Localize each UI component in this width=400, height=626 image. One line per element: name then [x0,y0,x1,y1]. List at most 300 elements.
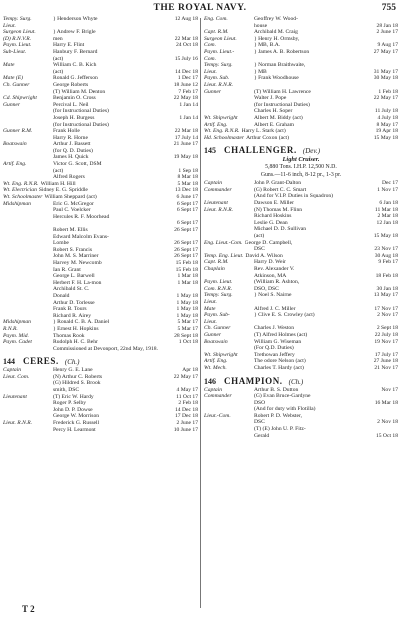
seniority-date: 1 Mar 18 [177,273,198,280]
officer-name: DSC [254,419,265,426]
right-officer-list [204,16,398,141]
officer-name: Frederick G. Russell [53,420,100,427]
officer-entry [3,42,198,49]
ship-heading-challenger [204,145,398,155]
officer-name: Robert S. Francis [53,246,92,253]
seniority-date: 8 May 17 [376,121,398,128]
officer-rank: Commander [204,186,232,193]
officer-entry [3,95,198,102]
seniority-date: 23 Nov 17 [374,246,398,253]
officer-entry [204,89,398,96]
seniority-date: 2 June 17 [176,420,198,427]
officer-rank: Lieut. [204,298,217,305]
officer-name: William C. B. Kich [53,62,97,69]
officer-name: Donald [53,292,70,299]
officer-rank: Chaplain [204,266,225,272]
officer-name: (T) (E) John U. P. Fitz- [254,426,306,433]
officer-entry [3,346,198,353]
officer-rank: Lieutenant [204,200,228,207]
officer-entry [204,200,398,207]
seniority-date: 2 Nov 18 [377,419,398,426]
ship-number: 144 [3,357,15,367]
officer-rank: Lieut.-Com. [204,412,231,419]
officer-entry [3,122,198,129]
officer-rank: Lieut. R.N.R. [3,420,33,427]
seniority-date: 10 June 17 [173,426,198,433]
officer-name: } Andrew F. Brigle [53,29,96,36]
officer-rank: Com. [204,42,216,49]
officer-name: Frank B. Tours [53,306,87,313]
officer-name: Rudolph H. C. Behr [53,339,98,346]
officer-entry [204,69,398,76]
officer-entry [3,247,198,254]
seniority-date: 18 Feb 18 [375,272,398,279]
officer-entry [204,56,398,63]
officer-entry [3,407,198,414]
officer-entry [204,122,398,129]
officer-name: Dawson E. Miller [254,200,294,207]
seniority-date: 19 May 18 [173,154,198,161]
officer-name: Robert M. Ellis [53,227,88,233]
officer-name: (T) William M. Denton [53,88,106,95]
officer-entry [3,23,198,30]
seniority-date: 15 Feb 18 [175,266,198,273]
officer-entry [3,326,198,333]
ceres-officer-list [3,367,198,433]
ship-name: CERES. [23,356,59,367]
seniority-date: 1 Nov 17 [377,186,398,193]
officer-rank: Lieut. Com. [3,373,30,380]
officer-name: } James A. B. Robertson [254,48,310,55]
officer-name: (T) Alfred Holmes (act) [254,331,308,338]
officer-entry [3,267,198,274]
officer-name: John P. Grant-Dalton [254,180,302,187]
seniority-date: 30 Jan 18 [376,285,398,292]
officer-entry [3,234,198,241]
officer-name: Alfred J. C. Miller [254,305,296,312]
officer-entry [3,168,198,175]
officer-entry [204,406,398,413]
officer-entry [3,394,198,401]
ship-number: 145 [204,146,216,156]
officer-entry [3,280,198,287]
officer-name: Henry G. E. Lane [53,367,93,374]
officer-entry [3,240,198,247]
officer-entry [3,413,198,420]
seniority-date: 22 Mar 18 [174,35,198,42]
officer-rank: Eng. Com. [204,16,228,22]
officer-name: } Ronald C. B. A. Daniel [53,319,110,326]
seniority-date: 1 Jan 14 [179,114,198,121]
officer-rank: Lieutenant [3,393,27,400]
officer-entry [3,161,198,168]
officer-rank: Paym. Sub- [204,312,230,319]
officer-rank: Midshipman [3,319,31,326]
officer-rank: Surgeon Lieut. [204,35,237,42]
officer-entry [204,332,398,339]
seniority-date: Apr 18 [182,367,198,374]
officer-name: Richard Hoskins [254,213,292,220]
officer-name: (for Instructional Duties) [53,108,109,115]
seniority-date: 2 June 17 [376,29,398,36]
officer-name: Leslie G. Dean [254,219,288,226]
page-number: 755 [381,3,396,13]
officer-entry [3,49,198,56]
officer-entry [204,419,398,426]
seniority-date: 26 Sept 17 [174,227,198,233]
officer-name: DSO, DSC [254,285,279,292]
officer-entry [3,300,198,307]
seniority-date: 9 Aug 17 [377,42,398,49]
officer-name: } Henry H. Ormsby, [254,35,300,42]
officer-entry [204,193,398,200]
officer-entry [3,36,198,43]
ship-heading-champion [204,376,398,386]
officer-entry [204,426,398,433]
officer-rank: Hd. Schoolmaster [204,134,245,141]
officer-rank: Gunner R.M. [3,128,33,135]
officer-rank: Paym. Cadet [3,339,32,346]
officer-name: } Noel S. Nairne [254,292,292,299]
seniority-date: 22 May 17 [373,95,398,102]
champion-officer-list [204,387,398,440]
officer-rank: Artif. Eng. [204,358,228,365]
seniority-date: 1 Jan 14 [179,101,198,108]
seniority-date: 17 July 14 [174,134,198,141]
officer-entry [3,313,198,320]
seniority-date: 26 Sept 17 [174,246,198,253]
officer-entry [3,220,198,227]
officer-name: William G. Wiseman [254,338,302,345]
officer-rank: Captain [3,367,22,374]
officer-rank: Tempy. Surg. [204,62,233,69]
officer-name: Arthur D. Torlesse [53,299,95,306]
officer-name: Archibald M. Craig [254,29,298,36]
ship-port: (Ch.) [64,358,80,367]
seniority-date: 1 May 18 [176,306,198,313]
seniority-date: 11 Oct 17 [176,393,198,400]
officer-name: (for Instructional Duties) [53,121,109,128]
officer-entry [3,69,198,76]
officer-rank: Tempy. Surg. [3,16,32,22]
right-column [204,16,398,439]
officer-name: (G) Robert C. C. Smart [254,186,307,193]
officer-name: Eric G. McGregor [53,200,94,207]
officer-entry [204,49,398,56]
officer-name: Sidney E. G. Spriddle [38,187,88,194]
officer-name: house [254,22,268,29]
officer-name: Charles T. Hardy (act) [254,364,304,371]
seniority-date: 27 May 17 [373,48,398,55]
seniority-date: 16 Mar 18 [374,399,398,406]
officer-rank: Ch. Gunner [204,325,231,332]
officer-name: Harvey M. Newcomb [53,259,102,266]
officer-rank: Sub-Lieut. [3,48,27,55]
officer-entry [204,393,398,400]
officer-rank: Cd. Shipwright [3,95,37,102]
officer-entry [3,135,198,142]
officer-name: Arthur B. S. Dutton [254,386,299,393]
officer-rank: Lieut. [3,22,16,29]
seniority-date: 12 Jan 18 [376,219,398,226]
officer-name: Michael D. D. Sullivan [254,226,307,233]
officer-name: } Clive E. S. Crowley (act) [254,312,315,319]
officer-rank: Boatswain [3,141,27,148]
officer-entry [204,358,398,365]
officer-entry [204,259,398,266]
officer-entry [3,367,198,374]
officer-name: William H. Hill [40,180,76,187]
seniority-date: 5 Mar 17 [177,319,198,326]
ship-port: (Ch.) [288,377,304,386]
officer-entry [204,36,398,43]
officer-rank: Ch. Gunner [3,81,30,88]
seniority-date: 6 June 17 [176,194,198,201]
left-column [3,16,198,433]
seniority-date: 19 Nov 17 [374,338,398,345]
seniority-date: 31 May 17 [373,68,398,75]
officer-name: (N) Thomas M. Flinn [254,206,303,213]
officer-name: } Henderson Whyte [53,16,98,22]
officer-entry [3,16,198,23]
seniority-date: 15 July 16 [174,55,198,62]
officer-name: Albert M. Biddy (act) [254,114,303,121]
seniority-date: 30 May 18 [373,75,398,82]
seniority-date: 27 June 18 [373,358,398,365]
seniority-date: 14 Dec 18 [175,406,198,413]
officer-entry [204,102,398,109]
column-divider [200,18,201,608]
officer-rank: Tempy. Surg. [204,292,233,299]
ship-number: 146 [204,376,216,386]
officer-name: } MB [254,68,267,75]
officer-entry [204,433,398,440]
officer-entry [204,286,398,293]
seniority-date: 17 Nov 17 [374,305,398,312]
officer-entry [204,253,398,260]
seniority-date: 5 Mar 18 [177,180,198,187]
officer-entry [204,413,398,420]
officer-rank: Wt. Schoolmaster [3,194,43,201]
officer-entry [204,42,398,49]
seniority-date: 1 May 18 [176,292,198,299]
officer-rank: Mate [204,305,216,312]
officer-rank: Artif. Eng. [204,121,228,128]
seniority-date: 6 Sept 17 [176,207,198,214]
seniority-date: 8 Mar 18 [177,174,198,181]
officer-name: Percy H. Learmont [53,426,96,433]
officer-entry [3,181,198,188]
officer-rank: Lieut. R.N.R. [204,81,234,88]
officer-entry [3,273,198,280]
seniority-date: 12 Aug 18 [174,16,198,22]
officer-entry [204,128,398,135]
ship-heading-ceres [3,356,198,366]
officer-name: David A. Wilson [245,252,283,259]
officer-entry [204,220,398,227]
officer-name: (act) [53,55,64,62]
seniority-date: 6 Sept 17 [176,220,198,227]
officer-name: (William R. Ashton, [254,279,300,286]
officer-rank: Paym. Lieut.- [204,48,235,55]
officer-name: Lombe [53,240,69,247]
officer-name: (act) [53,167,64,174]
officer-rank: Commander [204,393,232,400]
officer-entry [3,187,198,194]
officer-name: Trethowan Jeffery [254,351,295,358]
officer-rank: Wt. Eng. R.N.R. [3,180,39,187]
signature-mark: T 2 [22,604,35,614]
officer-entry [204,213,398,220]
officer-name: George L. Barwell [53,273,95,280]
left-officer-list [3,16,198,352]
officer-name: Thomas Rook [53,332,85,339]
seniority-date: 9 Feb 17 [378,259,398,266]
officer-name: The odore Nelson (act) [254,358,306,365]
officer-entry [3,115,198,122]
seniority-date: 28 Jan 18 [376,22,398,29]
officer-entry [204,266,398,273]
officer-name: Atkinson, MA [254,272,287,279]
seniority-date: 15 May 18 [373,233,398,240]
officer-name: Benjamin O. Cross [53,95,96,102]
officer-name: Harry R. Horne [53,134,88,141]
officer-entry [3,29,198,36]
ship-type: Light Cruiser. [282,156,320,164]
seniority-date: 22 May 18 [173,95,198,102]
officer-name: men [53,35,63,42]
seniority-date: 1 Dec 17 [177,75,198,82]
officer-entry [204,400,398,407]
ship-port: (Dev.) [302,147,321,156]
officer-rank: Mate (E) [3,75,24,82]
officer-entry [3,339,198,346]
officer-entry [204,180,398,187]
officer-name: (For Q.D. Duties) [254,345,294,352]
seniority-date: 4 May 17 [176,387,198,394]
officer-rank: Wt. Shipwright [204,351,238,358]
officer-name: (And for duty with Flotilla) [254,406,316,413]
officer-name: Paul C. Voelcker [53,207,91,214]
officer-name: Percival L. Neil [53,101,89,108]
officer-entry [3,319,198,326]
officer-entry [204,115,398,122]
officer-entry [3,62,198,69]
officer-rank: Capt. R.M. [204,29,229,36]
officer-entry [3,56,198,63]
officer-name: William Sheppard (act) [44,194,97,201]
officer-name: } MB, B.A. [254,42,281,49]
officer-entry [204,319,398,326]
officer-name: Geoffrey W. Wood- [254,16,298,22]
officer-entry [3,260,198,267]
seniority-date: 17 Dec 18 [175,413,198,420]
officer-name: Rev. Alexander V. [254,266,295,272]
officer-rank: Wt. Electrician [3,187,37,194]
officer-rank: R.N.R. [3,325,18,332]
officer-entry [3,374,198,381]
officer-entry [3,148,198,155]
seniority-date: 1 Sep 18 [178,167,198,174]
seniority-date: 11 Mar 18 [374,206,398,213]
ship-armament: Guns.—11-6 inch, 8-12 pr., 1-3 pr. [260,172,342,179]
seniority-date: 15 Oct 18 [375,432,398,439]
officer-entry [204,135,398,142]
seniority-date: 24 Oct 18 [175,42,198,49]
officer-entry [204,75,398,82]
officer-rank: Captain [204,180,223,187]
officer-entry [204,240,398,247]
officer-entry [3,427,198,434]
officer-rank: Gunner [204,331,222,338]
officer-rank: Gunner [204,88,222,95]
officer-name: John M. S. Marriner [53,253,99,260]
officer-entry [3,154,198,161]
officer-name: (G) Hildred S. Brook [53,380,101,387]
officer-name: Charles J. Weston [254,325,294,332]
seniority-date: 14 Dec 18 [175,68,198,75]
officer-name: James H. Quick [53,154,89,161]
seniority-date: 2 Sept 18 [376,325,398,332]
page-header [0,3,400,15]
officer-name: Ronald G. Jefferson [53,75,98,82]
officer-rank: Surgeon Lieut. [3,29,36,36]
officer-name: (act) [254,233,265,240]
seniority-date: 26 Sept 17 [174,253,198,260]
officer-entry [3,201,198,208]
seniority-date: 13 May 17 [373,292,398,299]
seniority-date: 13 Dec 18 [175,187,198,194]
officer-entry [3,387,198,394]
seniority-date: 28 Sept 18 [174,332,198,339]
officer-name: (T) William H. Lawrence [254,88,311,95]
seniority-date: 1 May 18 [176,299,198,306]
officer-entry [204,16,398,23]
seniority-date: 2 Feb 18 [178,400,198,407]
officer-entry [204,29,398,36]
officer-entry [204,273,398,280]
officer-rank: Wt. Shipwright [204,114,238,121]
seniority-date: 21 Nov 17 [374,364,398,371]
officer-rank: Temp. Eng. Lieut. [204,252,244,259]
seniority-date: 26 Sept 17 [174,240,198,247]
officer-entry [3,207,198,214]
seniority-date: 1 Mar 18 [177,279,198,286]
officer-entry [3,253,198,260]
seniority-date: 18 June 12 [173,81,198,88]
officer-entry [3,75,198,82]
officer-rank: Captain [204,386,223,393]
officer-entry [204,352,398,359]
officer-name: Edward Malcolm Evans- [53,233,109,240]
officer-name: (act) [53,68,64,75]
officer-entry [3,306,198,313]
officer-rank: Eng. Lieut.-Com. [204,239,243,246]
officer-rank: Boatswain [204,338,228,345]
officer-entry [204,207,398,214]
officer-name: DSC [254,246,265,253]
challenger-officer-list [204,180,398,371]
ship-name: CHALLENGER. [224,145,297,156]
officer-entry [204,62,398,69]
seniority-date: 6 Jan 18 [379,200,398,207]
officer-entry [204,246,398,253]
officer-rank: Mate [3,62,15,69]
officer-entry [204,233,398,240]
officer-rank: Artif. Eng. [3,161,27,168]
officer-entry [3,214,198,221]
officer-entry [3,333,198,340]
